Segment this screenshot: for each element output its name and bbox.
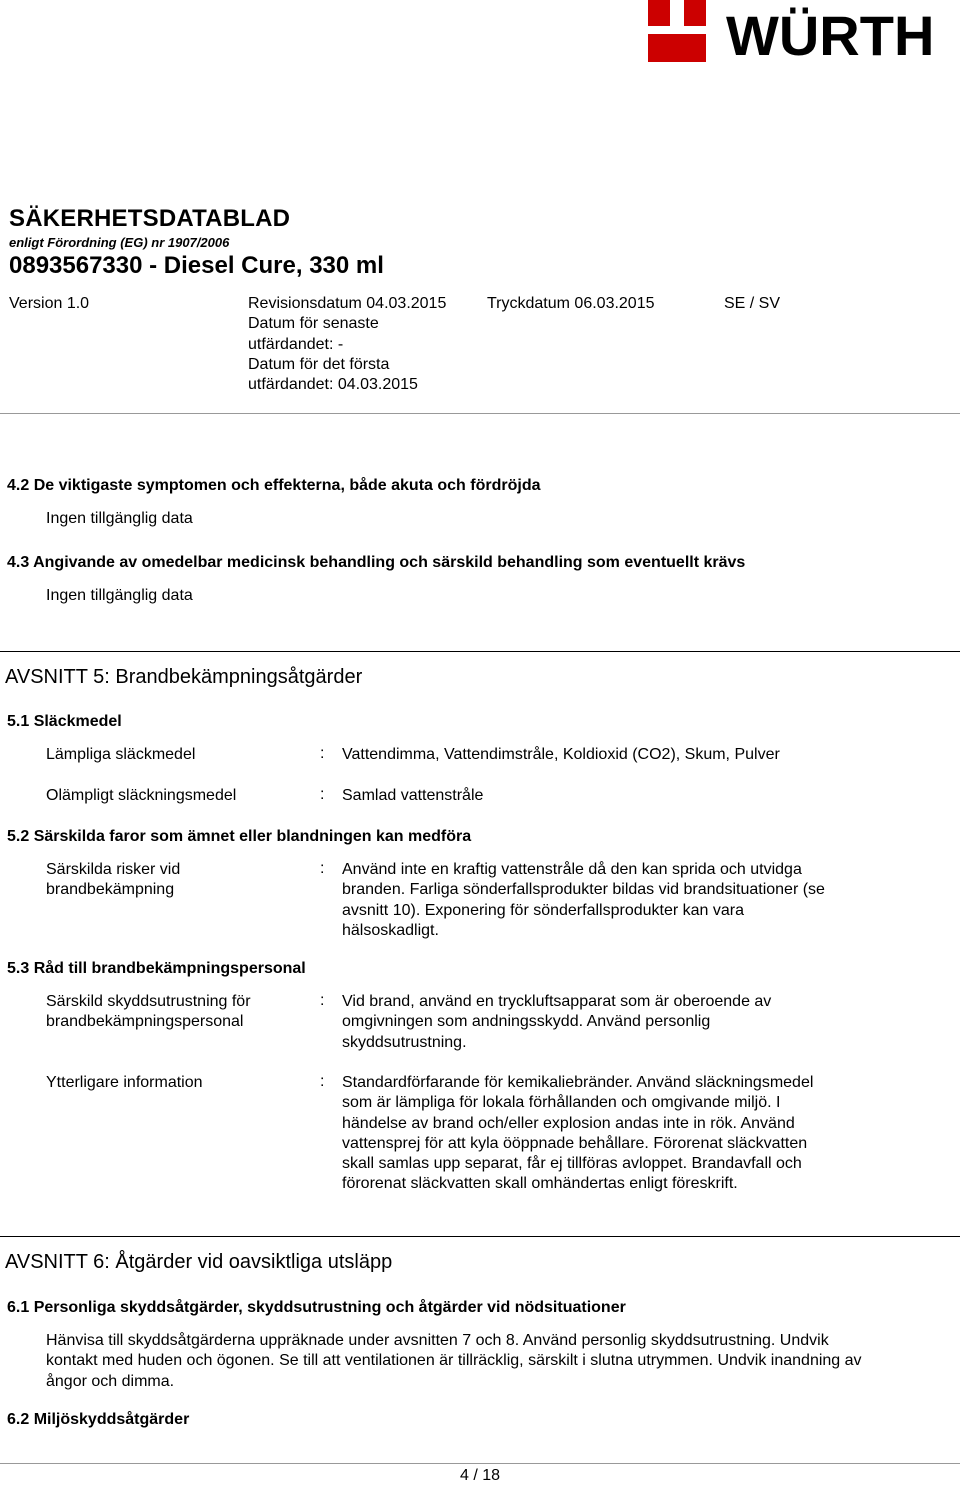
label-line: brandbekämpning bbox=[46, 881, 175, 899]
label-special-hazards bbox=[46, 860, 180, 901]
value-line: avsnitt 10). Exponering för sönderfallsprodukter kan vara bbox=[342, 901, 744, 919]
colon: : bbox=[320, 992, 325, 1009]
label-unsuitable-media: Olämpligt släckningsmedel bbox=[46, 787, 237, 804]
revision-line: utfärdandet: 04.03.2015 bbox=[248, 376, 418, 394]
footer-divider bbox=[0, 1463, 960, 1464]
value-special-hazards bbox=[342, 860, 825, 941]
value-line: hälsoskadligt. bbox=[342, 921, 439, 939]
value-line: vattensprej för att kyla ööppnade behållare. Förorenat släckvatten bbox=[342, 1134, 808, 1152]
label-line: brandbekämpningspersonal bbox=[46, 1013, 244, 1031]
heading-5-1: 5.1 Släckmedel bbox=[7, 713, 122, 730]
value-line: Standardförfarande för kemikaliebränder. Använd släckningsmedel bbox=[342, 1074, 814, 1091]
colon: : bbox=[320, 1073, 325, 1090]
logo-text: WÜRTH bbox=[726, 4, 935, 67]
value-protective-equipment bbox=[342, 992, 771, 1053]
revision-line: Datum för det första bbox=[248, 355, 390, 373]
heading-6-2: 6.2 Miljöskyddsåtgärder bbox=[7, 1411, 190, 1428]
product-name: 0893567330 - Diesel Cure, 330 ml bbox=[9, 252, 384, 279]
label-protective-equipment bbox=[46, 992, 251, 1033]
print-date: Tryckdatum 06.03.2015 bbox=[487, 295, 655, 312]
text-4-3: Ingen tillgänglig data bbox=[46, 587, 193, 604]
colon: : bbox=[320, 860, 325, 877]
heading-6-1: 6.1 Personliga skyddsåtgärder, skyddsutrustning och åtgärder vid nödsituationer bbox=[7, 1299, 626, 1316]
heading-4-3: 4.3 Angivande av omedelbar medicinsk behandling och särskild behandling som eventuellt krävs bbox=[7, 554, 746, 571]
label-line: Särskilda risker vid bbox=[46, 861, 181, 878]
value-suitable-media: Vattendimma, Vattendimstråle, Koldioxid (CO2), Skum, Pulver bbox=[342, 746, 780, 763]
value-line: händelse av brand och/eller explosion andas inte in rök. Använd bbox=[342, 1114, 795, 1132]
value-unsuitable-media: Samlad vattenstråle bbox=[342, 787, 484, 804]
colon: : bbox=[320, 786, 325, 803]
revision-line: Revisionsdatum 04.03.2015 bbox=[248, 295, 447, 312]
revision-block bbox=[248, 294, 446, 395]
section-5-rule bbox=[0, 651, 960, 652]
text-6-1 bbox=[46, 1331, 951, 1392]
version: Version 1.0 bbox=[9, 295, 90, 312]
heading-4-2: 4.2 De viktigaste symptomen och effekterna, både akuta och fördröjda bbox=[7, 477, 541, 494]
label-suitable-media: Lämpliga släckmedel bbox=[46, 746, 196, 763]
para-line: Hänvisa till skyddsåtgärderna uppräknade under avsnitten 7 och 8. Använd personlig skyddsutrustning. Undvik bbox=[46, 1332, 829, 1349]
page-number: 4 / 18 bbox=[459, 1467, 501, 1484]
text-4-2: Ingen tillgänglig data bbox=[46, 510, 193, 527]
colon: : bbox=[320, 745, 325, 762]
revision-line: Datum för senaste bbox=[248, 315, 379, 333]
value-further-info bbox=[342, 1073, 813, 1195]
header-divider bbox=[0, 413, 960, 414]
value-line: Vid brand, använd en tryckluftsapparat som är oberoende av bbox=[342, 993, 772, 1010]
value-line: branden. Farliga sönderfallsprodukter bildas vid brandsituationer (se bbox=[342, 881, 825, 899]
heading-5-3: 5.3 Råd till brandbekämpningspersonal bbox=[7, 960, 306, 977]
label-further-info: Ytterligare information bbox=[46, 1074, 203, 1091]
value-line: som är lämpliga för lokala förhållanden och omgivande miljö. I bbox=[342, 1094, 781, 1112]
section-6-title: AVSNITT 6: Åtgärder vid oavsiktliga utsläpp bbox=[5, 1251, 393, 1273]
value-line: skall samlas upp separat, får ej tillföras avloppet. Brandavfall och bbox=[342, 1155, 802, 1173]
revision-line: utfärdandet: - bbox=[248, 335, 344, 353]
value-line: förorenat släckvatten skall omhändertas enligt föreskrift. bbox=[342, 1175, 738, 1193]
para-line: kontakt med huden och ögonen. Se till att ventilationen är tillräcklig, särskilt i slutna utrymmen. Undvik inandning av bbox=[46, 1352, 862, 1370]
para-line: ångor och dimma. bbox=[46, 1372, 175, 1390]
value-line: skyddsutrustning. bbox=[342, 1033, 467, 1051]
language: SE / SV bbox=[724, 295, 781, 312]
label-line: Särskild skyddsutrustning för bbox=[46, 993, 251, 1010]
value-line: Använd inte en kraftig vattenstråle då den kan sprida och utvidga bbox=[342, 861, 802, 878]
wurth-logo bbox=[648, 0, 960, 70]
regulation-subtitle: enligt Förordning (EG) nr 1907/2006 bbox=[9, 235, 230, 250]
document-title: SÄKERHETSDATABLAD bbox=[9, 205, 291, 232]
value-line: omgivningen som andningsskydd. Använd personlig bbox=[342, 1013, 711, 1031]
heading-5-2: 5.2 Särskilda faror som ämnet eller blandningen kan medföra bbox=[7, 828, 472, 845]
section-6-rule bbox=[0, 1236, 960, 1237]
section-5-title: AVSNITT 5: Brandbekämpningsåtgärder bbox=[5, 666, 363, 688]
